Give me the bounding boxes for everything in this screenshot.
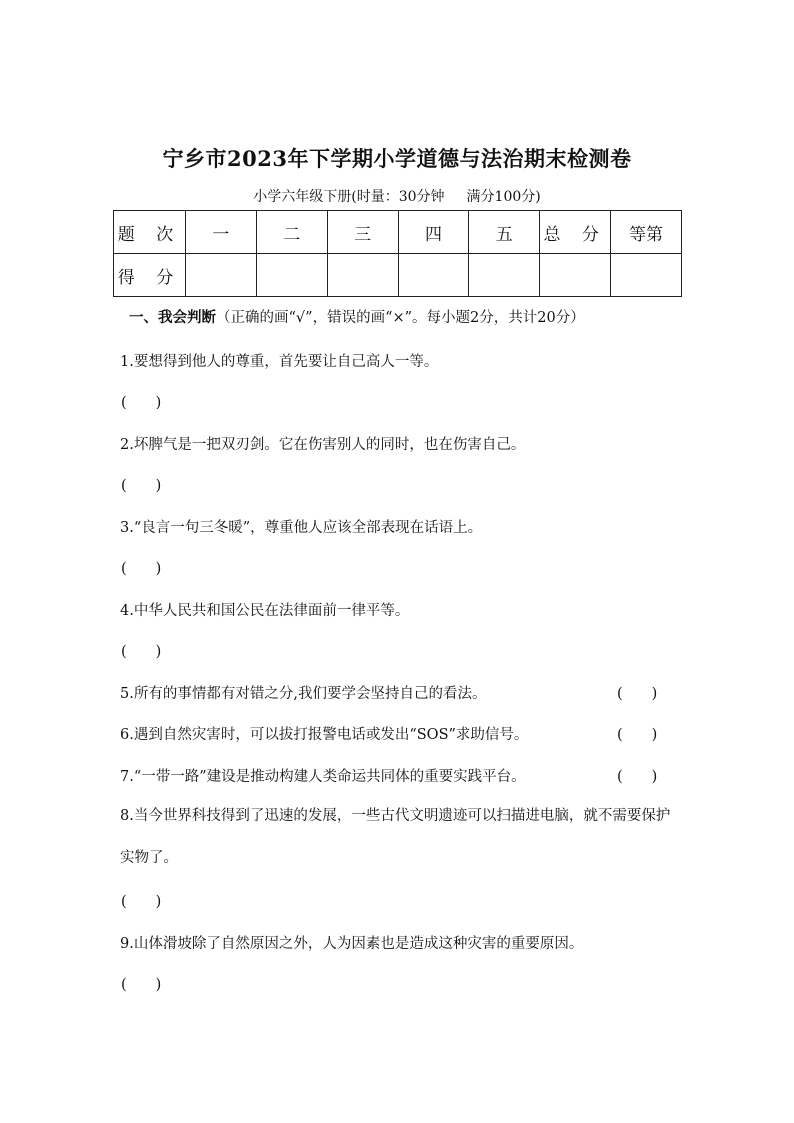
question-9: 9.山体滑坡除了自然原因之外，人为因素也是造成这种灾害的重要原因。 <box>120 936 584 952</box>
score-table <box>113 210 682 297</box>
section-heading <box>129 306 585 327</box>
exam-title: 宁乡市2023年下学期小学道德与法治期末检测卷 <box>162 146 632 171</box>
score-row-label: 得 分 <box>114 254 186 297</box>
question-8: 8.当今世界科技得到了迅速的发展，一些古代文明遗迹可以扫描进电脑，就不需要保护实物了。 <box>120 808 671 866</box>
header-cell-3: 三 <box>327 211 398 254</box>
section-instruction: （正确的画“√”，错误的画“×”。每小题2分，共计20分） <box>216 310 585 326</box>
header-cell-2: 二 <box>256 211 327 254</box>
score-cell-5[interactable] <box>469 254 540 297</box>
score-table-score-row <box>114 254 682 297</box>
question-5: 5.所有的事情都有对错之分,我们要学会坚持自己的看法。 <box>120 686 487 702</box>
answer-paren-3[interactable]: ( ) <box>121 561 162 577</box>
header-cell-1: 一 <box>186 211 257 254</box>
answer-paren-2[interactable]: ( ) <box>121 478 162 494</box>
answer-paren-4[interactable]: ( ) <box>121 644 162 660</box>
question-3: 3.“良言一句三冬暖”，尊重他人应该全部表现在话语上。 <box>120 520 483 536</box>
score-cell-1[interactable] <box>186 254 257 297</box>
score-cell-3[interactable] <box>327 254 398 297</box>
question-1: 1.要想得到他人的尊重，首先要让自己高人一等。 <box>120 354 439 370</box>
answer-paren-9[interactable]: ( ) <box>121 977 162 993</box>
section-title: 一、我会判断 <box>129 309 216 326</box>
answer-paren-6[interactable]: ( ) <box>617 727 658 743</box>
question-7: 7.“一带一路”建设是推动构建人类命运共同体的重要实践平台。 <box>120 769 526 785</box>
subtitle-time: 小学六年级下册(时量：30分钟 <box>253 189 445 205</box>
score-cell-2[interactable] <box>256 254 327 297</box>
exam-subtitle <box>0 186 794 206</box>
score-table-header-row <box>114 211 682 254</box>
question-6: 6.遇到自然灾害时，可以拔打报警电话或发出“SOS”求助信号。 <box>120 727 529 743</box>
answer-paren-1[interactable]: ( ) <box>121 395 162 411</box>
answer-paren-7[interactable]: ( ) <box>617 769 658 785</box>
score-cell-total[interactable] <box>540 254 611 297</box>
score-cell-grade[interactable] <box>611 254 682 297</box>
answer-paren-8[interactable]: ( ) <box>121 894 162 910</box>
answer-paren-5[interactable]: ( ) <box>617 686 658 702</box>
question-2: 2.坏脾气是一把双刃剑。它在伤害别人的同时，也在伤害自己。 <box>120 437 526 453</box>
header-cell-4: 四 <box>398 211 469 254</box>
header-cell-grade: 等第 <box>611 211 682 254</box>
header-cell-label: 题 次 <box>114 211 186 254</box>
score-cell-4[interactable] <box>398 254 469 297</box>
subtitle-score: 满分100分) <box>466 189 541 205</box>
header-cell-5: 五 <box>469 211 540 254</box>
header-cell-total: 总 分 <box>540 211 611 254</box>
question-4: 4.中华人民共和国公民在法律面前一律平等。 <box>120 603 410 619</box>
